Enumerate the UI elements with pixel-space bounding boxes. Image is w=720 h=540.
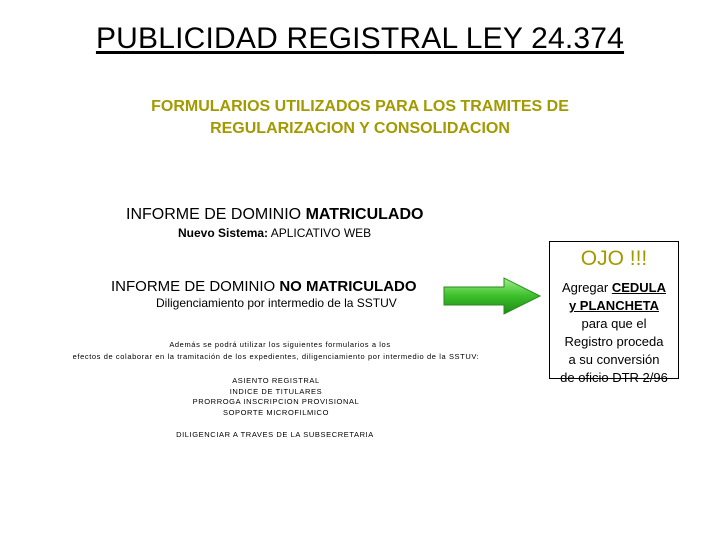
matriculado-subtext <box>178 226 371 240</box>
no-matriculado-emph: NO MATRICULADO <box>279 278 417 295</box>
form-item: PRORROGA INSCRIPCION PROVISIONAL <box>192 397 360 406</box>
diligenciar-text: DILIGENCIAR A TRAVES DE LA SUBSECRETARIA <box>176 430 374 439</box>
right-arrow-icon <box>442 276 542 316</box>
note-line-2: efectos de colaborar en la tramitación de los expedientes, diligenciamiento por intermedio de la SSTUV: <box>72 352 480 361</box>
warning-plancheta: y PLANCHETA <box>568 298 660 313</box>
form-item: INDICE DE TITULARES <box>229 386 323 396</box>
form-item: SOPORTE MICROFILMICO <box>222 407 330 417</box>
note-line-1: Además se podrá utilizar los siguientes formularios a los <box>169 340 391 349</box>
warning-title: OJO !!! <box>580 247 648 270</box>
matriculado-emph: MATRICULADO <box>305 206 424 223</box>
warning-line-6: de oficio DTR 2/96 <box>560 370 668 385</box>
warning-line-3: para que el <box>581 316 647 331</box>
warning-text <box>549 279 679 387</box>
matriculado-heading <box>126 206 423 224</box>
warning-pre: Agregar <box>561 280 612 295</box>
subtitle-line-1: FORMULARIOS UTILIZADOS PARA LOS TRAMITES DE <box>151 98 569 115</box>
warning-cedula: CEDULA <box>611 280 667 295</box>
warning-line-5: a su conversión <box>568 352 660 367</box>
no-matriculado-subtext: Diligenciamiento por intermedio de la SSTUV <box>156 296 397 310</box>
subtitle-line-2: REGULARIZACION Y CONSOLIDACION <box>210 120 510 137</box>
forms-list <box>166 376 386 418</box>
nuevo-sistema-value: APLICATIVO WEB <box>268 226 372 240</box>
no-matriculado-heading <box>111 278 417 295</box>
nuevo-sistema-label: Nuevo Sistema: <box>178 226 269 240</box>
matriculado-prefix: INFORME DE DOMINIO <box>126 206 306 223</box>
warning-line-1 <box>549 279 679 297</box>
no-matriculado-prefix: INFORME DE DOMINIO <box>111 278 280 295</box>
page-title: PUBLICIDAD REGISTRAL LEY 24.374 <box>95 22 625 55</box>
form-item: ASIENTO REGISTRAL <box>232 376 320 385</box>
subtitle <box>100 96 620 140</box>
warning-line-4: Registro proceda <box>564 334 664 349</box>
